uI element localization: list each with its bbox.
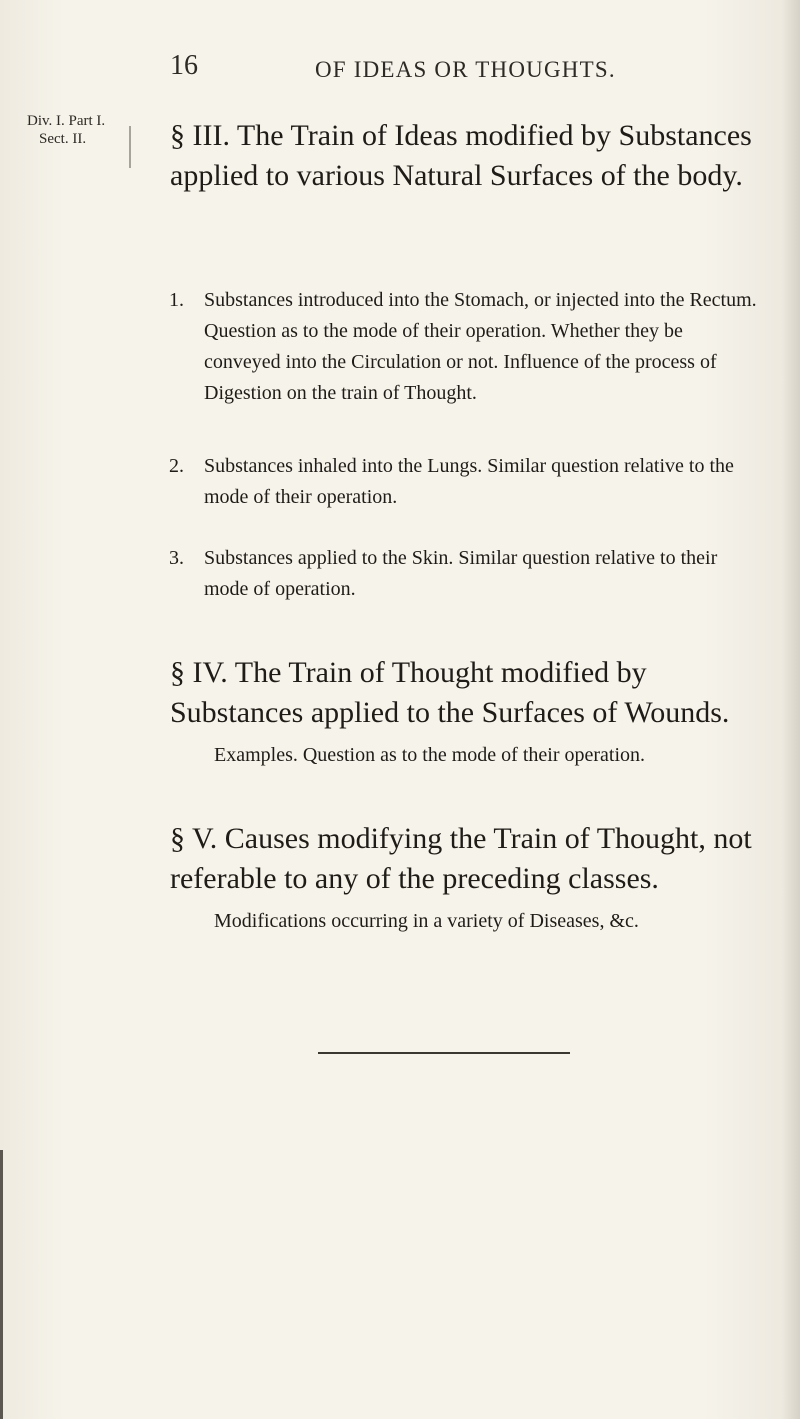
item-number: 1.	[169, 289, 184, 311]
item-number: 3.	[169, 547, 184, 569]
margin-note	[27, 112, 137, 148]
end-rule	[318, 1052, 570, 1054]
item-text: Substances applied to the Skin. Similar question relative to their mode of operation.	[204, 547, 718, 600]
margin-note-division: Div. I. Part I.	[27, 113, 106, 129]
section-iii-heading: § III. The Train of Ideas modified by Substances applied to various Natural Surfaces of the body.	[170, 119, 752, 192]
section-iii-item-1	[169, 285, 764, 409]
section-iii-item-2	[169, 451, 764, 513]
item-number: 2.	[169, 455, 184, 477]
running-title: OF IDEAS OR THOUGHTS.	[315, 57, 616, 82]
section-v-body: Modifications occurring in a variety of Diseases, &c.	[214, 910, 639, 932]
item-text: Substances introduced into the Stomach, or injected into the Rectum. Question as to the mode of their operation. Whether they be conveyed into the Circulation or not. Influence of the process of Digestion on the train of Thought.	[204, 289, 757, 404]
section-iii-item-3	[169, 543, 764, 605]
page-number: 16	[170, 50, 198, 81]
running-head	[150, 50, 790, 90]
section-iv-heading: § IV. The Train of Thought modified by Substances applied to the Surfaces of Wounds.	[170, 656, 730, 729]
section-v-heading: § V. Causes modifying the Train of Thought, not referable to any of the preceding classes.	[170, 822, 752, 895]
binding-edge	[0, 1150, 3, 1419]
section-iv-body: Examples. Question as to the mode of their operation.	[214, 744, 646, 766]
page-edge-shadow	[782, 0, 800, 1419]
margin-note-section: Sect. II.	[39, 131, 87, 147]
item-text: Substances inhaled into the Lungs. Similar question relative to the mode of their operation.	[204, 455, 734, 508]
margin-bracket	[129, 126, 131, 168]
